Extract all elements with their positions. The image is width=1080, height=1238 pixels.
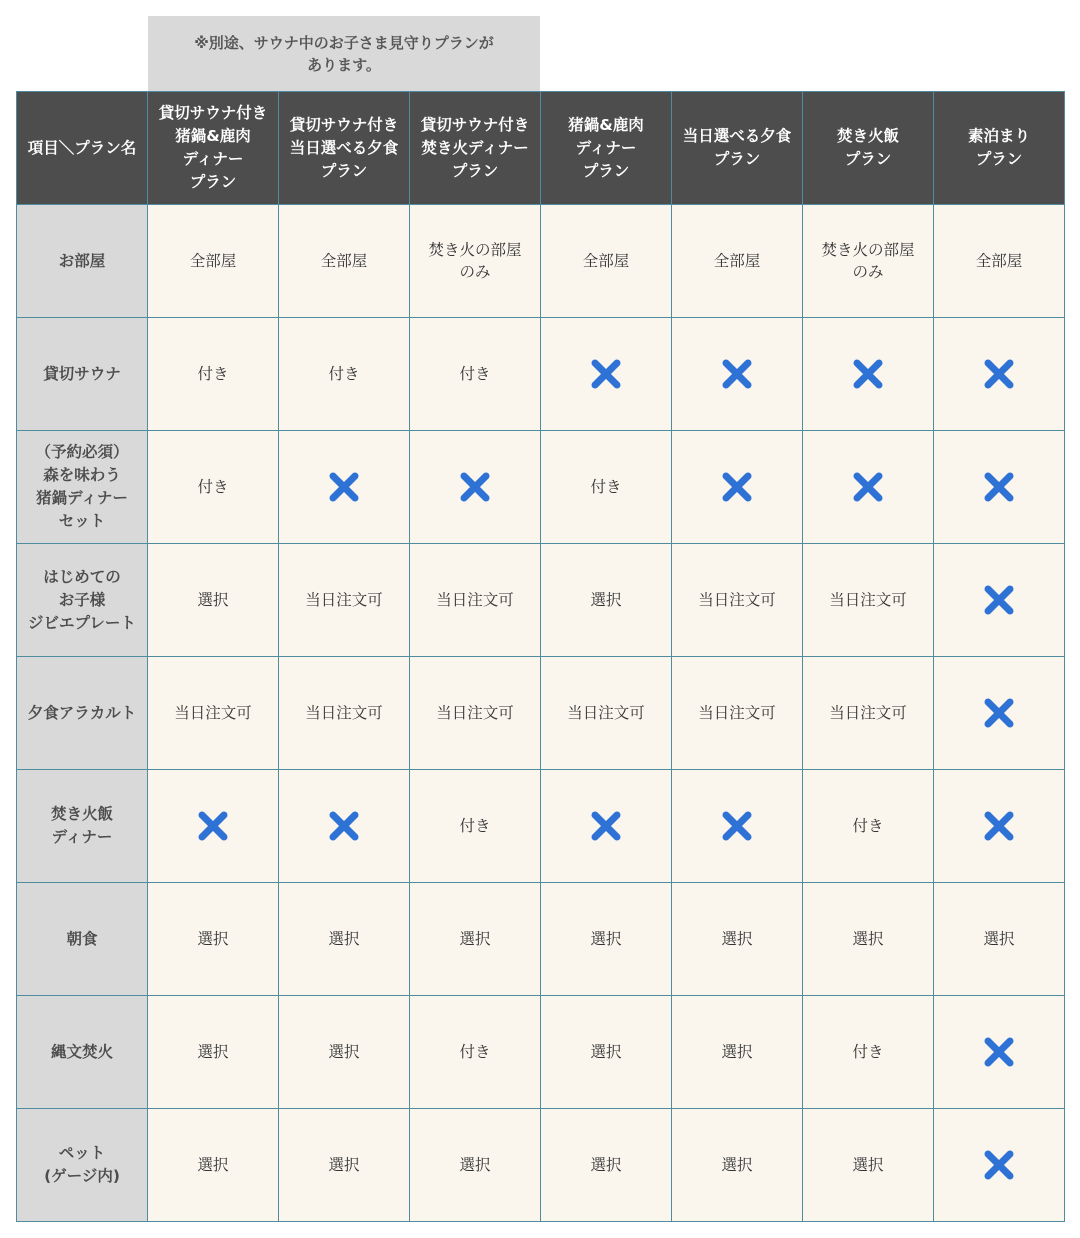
table-cell: 焚き火の部屋 のみ <box>410 205 541 318</box>
not-included-cell <box>803 431 934 544</box>
not-included-cell <box>934 657 1065 770</box>
table-cell: 全部屋 <box>148 205 279 318</box>
table-cell: 付き <box>541 431 672 544</box>
cross-icon <box>982 809 1016 843</box>
table-cell: 当日注文可 <box>672 544 803 657</box>
table-cell: 選択 <box>148 1109 279 1222</box>
table-cell: 選択 <box>148 544 279 657</box>
table-row <box>17 544 1065 657</box>
plan-header: 焚き火飯 プラン <box>803 92 934 205</box>
table-cell: 選択 <box>541 996 672 1109</box>
table-cell: 付き <box>410 996 541 1109</box>
not-included-cell <box>803 318 934 431</box>
cross-icon <box>982 357 1016 391</box>
cross-icon <box>458 470 492 504</box>
table-cell: 付き <box>803 996 934 1109</box>
not-included-cell <box>934 996 1065 1109</box>
table-cell: 全部屋 <box>672 205 803 318</box>
plan-header: 当日選べる夕食 プラン <box>672 92 803 205</box>
table-cell: 当日注文可 <box>410 657 541 770</box>
row-label: 夕食アラカルト <box>17 657 148 770</box>
table-cell: 選択 <box>934 883 1065 996</box>
table-cell: 当日注文可 <box>410 544 541 657</box>
cross-icon <box>720 470 754 504</box>
plan-comparison-table <box>16 91 1065 1222</box>
row-label: お部屋 <box>17 205 148 318</box>
table-cell: 選択 <box>541 1109 672 1222</box>
not-included-cell <box>672 431 803 544</box>
table-row <box>17 318 1065 431</box>
table-row <box>17 770 1065 883</box>
table-cell: 当日注文可 <box>148 657 279 770</box>
not-included-cell <box>934 318 1065 431</box>
table-cell: 当日注文可 <box>672 657 803 770</box>
table-row <box>17 657 1065 770</box>
table-cell: 選択 <box>672 1109 803 1222</box>
cross-icon <box>982 1148 1016 1182</box>
table-cell: 選択 <box>672 996 803 1109</box>
table-cell: 選択 <box>148 996 279 1109</box>
table-row <box>17 996 1065 1109</box>
corner-header: 項目＼プラン名 <box>17 92 148 205</box>
cross-icon <box>327 809 361 843</box>
table-cell: 全部屋 <box>541 205 672 318</box>
plan-header: 素泊まり プラン <box>934 92 1065 205</box>
cross-icon <box>982 696 1016 730</box>
cross-icon <box>851 470 885 504</box>
table-cell: 全部屋 <box>279 205 410 318</box>
table-cell: 焚き火の部屋 のみ <box>803 205 934 318</box>
not-included-cell <box>934 770 1065 883</box>
row-label: ペット (ゲージ内) <box>17 1109 148 1222</box>
table-cell: 選択 <box>279 1109 410 1222</box>
header-row <box>17 92 1065 205</box>
not-included-cell <box>934 431 1065 544</box>
cross-icon <box>982 1035 1016 1069</box>
table-cell: 選択 <box>410 1109 541 1222</box>
not-included-cell <box>410 431 541 544</box>
plan-header: 貸切サウナ付き 焚き火ディナー プラン <box>410 92 541 205</box>
table-cell: 付き <box>279 318 410 431</box>
not-included-cell <box>934 1109 1065 1222</box>
cross-icon <box>982 583 1016 617</box>
not-included-cell <box>279 431 410 544</box>
row-label: はじめての お子様 ジビエプレート <box>17 544 148 657</box>
not-included-cell <box>672 770 803 883</box>
table-cell: 選択 <box>672 883 803 996</box>
table-cell: 当日注文可 <box>803 544 934 657</box>
not-included-cell <box>541 770 672 883</box>
table-cell: 当日注文可 <box>803 657 934 770</box>
table-cell: 選択 <box>541 544 672 657</box>
cross-icon <box>982 470 1016 504</box>
row-label: （予約必須） 森を味わう 猪鍋ディナー セット <box>17 431 148 544</box>
table-cell: 選択 <box>410 883 541 996</box>
table-cell: 全部屋 <box>934 205 1065 318</box>
table-cell: 当日注文可 <box>279 544 410 657</box>
cross-icon <box>851 357 885 391</box>
plan-header: 猪鍋&鹿肉 ディナー プラン <box>541 92 672 205</box>
table-cell: 付き <box>803 770 934 883</box>
plan-header: 貸切サウナ付き 当日選べる夕食 プラン <box>279 92 410 205</box>
cross-icon <box>196 809 230 843</box>
table-cell: 付き <box>148 318 279 431</box>
row-label: 貸切サウナ <box>17 318 148 431</box>
table-cell: 選択 <box>803 883 934 996</box>
plan-note: ※別途、サウナ中のお子さま見守りプランが あります。 <box>148 16 540 91</box>
table-cell: 当日注文可 <box>279 657 410 770</box>
table-cell: 付き <box>410 770 541 883</box>
table-cell: 選択 <box>279 996 410 1109</box>
table-cell: 選択 <box>541 883 672 996</box>
not-included-cell <box>148 770 279 883</box>
cross-icon <box>589 809 623 843</box>
table-row <box>17 1109 1065 1222</box>
table-cell: 当日注文可 <box>541 657 672 770</box>
table-cell: 選択 <box>803 1109 934 1222</box>
table-cell: 選択 <box>279 883 410 996</box>
not-included-cell <box>934 544 1065 657</box>
table-row <box>17 431 1065 544</box>
not-included-cell <box>541 318 672 431</box>
table-cell: 選択 <box>148 883 279 996</box>
cross-icon <box>720 809 754 843</box>
cross-icon <box>720 357 754 391</box>
table-row <box>17 205 1065 318</box>
table-cell: 付き <box>410 318 541 431</box>
row-label: 朝食 <box>17 883 148 996</box>
row-label: 焚き火飯 ディナー <box>17 770 148 883</box>
table-cell: 付き <box>148 431 279 544</box>
not-included-cell <box>279 770 410 883</box>
cross-icon <box>327 470 361 504</box>
plan-header: 貸切サウナ付き 猪鍋&鹿肉 ディナー プラン <box>148 92 279 205</box>
not-included-cell <box>672 318 803 431</box>
cross-icon <box>589 357 623 391</box>
table-row <box>17 883 1065 996</box>
row-label: 縄文焚火 <box>17 996 148 1109</box>
